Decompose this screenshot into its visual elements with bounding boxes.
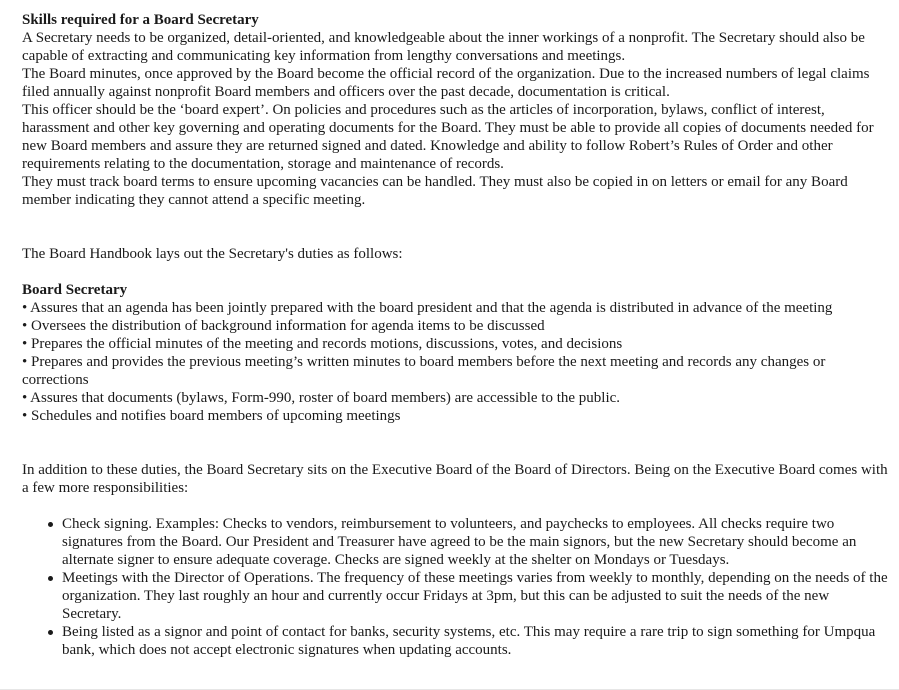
skills-paragraph-1: A Secretary needs to be organized, detail-oriented, and knowledgeable about the inner workings of a nonprofit. The Secretary should also be capable of extracting and communicating key information from lengthy conversations and meetings.: [22, 30, 865, 64]
skills-paragraph-3: This officer should be the ‘board expert’. On policies and procedures such as the articles of incorporation, bylaws, conflict of interest, harassment and other key governing and operating documents for the Board. They must be able to provide all copies of documents needed for new Board members and assure they are returned signed and dated. Knowledge and ability to follow Robert’s Rules of Order and other requirements relating to the documentation, storage and maintenance of records.: [22, 102, 874, 172]
spacer: [22, 263, 888, 281]
executive-intro: In addition to these duties, the Board Secretary sits on the Executive Board of the Board of Directors. Being on the Executive Board comes with a few more responsibilities:: [22, 462, 888, 496]
duty-item: • Assures that an agenda has been jointly prepared with the board president and that the agenda is distributed in advance of the meeting: [22, 300, 833, 316]
list-item: [62, 569, 888, 623]
duty-item: • Oversees the distribution of background information for agenda items to be discussed: [22, 318, 545, 334]
duty-item: • Assures that documents (bylaws, Form-990, roster of board members) are accessible to the public.: [22, 390, 621, 406]
bullet-icon: [48, 576, 53, 581]
duty-item: • Prepares the official minutes of the meeting and records motions, discussions, votes, and decisions: [22, 336, 623, 352]
list-item: [62, 623, 888, 659]
spacer: [22, 497, 888, 515]
list-item: [62, 515, 888, 569]
bullet-icon: [48, 522, 53, 527]
responsibility-text: Check signing. Examples: Checks to vendors, reimbursement to volunteers, and paychecks to employees. All checks require two signatures from the Board. Our President and Treasurer have agreed to be the main signors, but the new Secretary should become an alternate signer to ensure adequate coverage. Checks are signed weekly at the shelter on Mondays or Tuesdays.: [62, 516, 857, 568]
spacer: [22, 425, 888, 461]
bullet-icon: [48, 630, 53, 635]
responsibility-text: Meetings with the Director of Operations. The frequency of these meetings varies from weekly to monthly, depending on the needs of the organization. They last roughly an hour and currently occur Fridays at 3pm, but this can be adjusted to suit the needs of the new Secretary.: [62, 570, 888, 622]
board-secretary-heading: Board Secretary: [22, 282, 128, 298]
spacer: [22, 209, 888, 245]
document-body: [22, 11, 888, 659]
responsibility-text: Being listed as a signor and point of contact for banks, security systems, etc. This may require a rare trip to sign something for Umpqua bank, which does not accept electronic signatures when updating accounts.: [62, 624, 876, 658]
duty-item: • Prepares and provides the previous meeting’s written minutes to board members before the next meeting and records any changes or corrections: [22, 354, 826, 388]
skills-heading: Skills required for a Board Secretary: [22, 12, 259, 28]
duty-item: • Schedules and notifies board members of upcoming meetings: [22, 408, 401, 424]
handbook-intro: The Board Handbook lays out the Secretary's duties as follows:: [22, 246, 403, 262]
skills-paragraph-4: They must track board terms to ensure upcoming vacancies can be handled. They must also be copied in on letters or email for any Board member indicating they cannot attend a specific meeting.: [22, 174, 848, 208]
skills-paragraph-2: The Board minutes, once approved by the Board become the official record of the organization. Due to the increased numbers of legal claims filed annually against nonprofit Board members and officers over the past decade, documentation is critical.: [22, 66, 870, 100]
responsibilities-list: [22, 515, 888, 659]
